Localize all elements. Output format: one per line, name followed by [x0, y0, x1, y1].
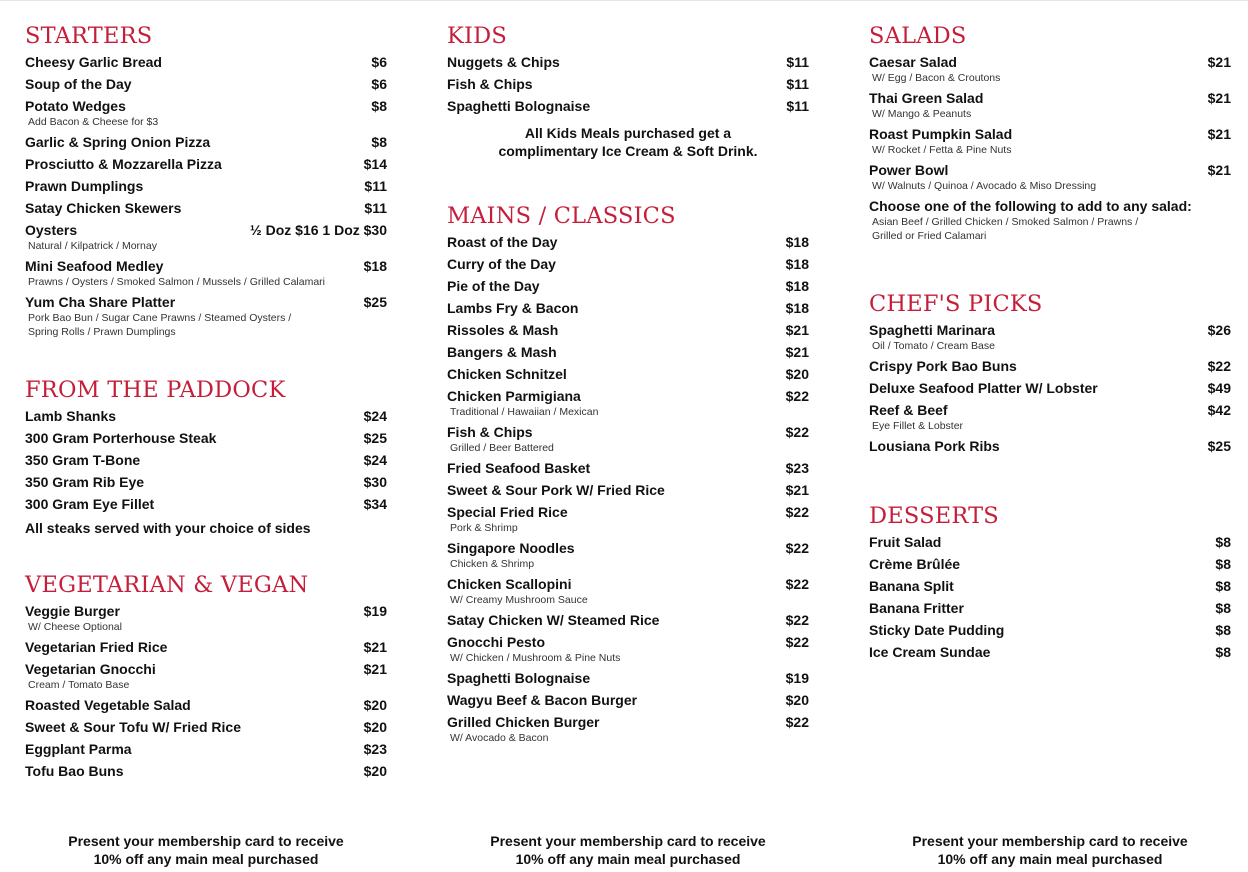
- menu-item-price: $22: [785, 424, 809, 440]
- menu-item: [869, 88, 1231, 124]
- menu-item-price: $21: [1207, 90, 1231, 106]
- menu-item-price: $21: [785, 482, 809, 498]
- menu-item-row: [25, 719, 387, 736]
- menu-item-row: [447, 504, 809, 521]
- menu-item-name: Crispy Pork Bao Buns: [869, 358, 1017, 374]
- menu-item: [25, 154, 387, 176]
- section-title: MAINS / CLASSICS: [447, 203, 676, 229]
- menu-item: [447, 342, 809, 364]
- menu-item-row: [447, 388, 809, 405]
- menu-item-name: Bangers & Mash: [447, 344, 557, 360]
- menu-section: [25, 376, 387, 537]
- menu-item-row: [25, 76, 387, 93]
- menu-item-name: Lambs Fry & Bacon: [447, 300, 579, 316]
- menu-item: [869, 436, 1231, 458]
- menu-item-description: Oil / Tomato / Cream Base: [872, 340, 995, 352]
- menu-item-price: $19: [785, 670, 809, 686]
- menu-item-description: W/ Rocket / Fetta & Pine Nuts: [872, 144, 1012, 156]
- section-note: All steaks served with your choice of sides: [25, 520, 311, 536]
- menu-item-row: [25, 408, 387, 425]
- menu-item-row: [869, 600, 1231, 617]
- menu-item-price: $21: [363, 661, 387, 677]
- menu-item: [25, 198, 387, 220]
- menu-item-row: [25, 54, 387, 71]
- menu-item-name: Power Bowl: [869, 162, 949, 178]
- menu-item-name: Garlic & Spring Onion Pizza: [25, 134, 211, 150]
- section-title: KIDS: [447, 23, 507, 49]
- menu-item-row: [25, 156, 387, 173]
- menu-item-price: $8: [1215, 534, 1231, 550]
- menu-item-name: Prosciutto & Mozzarella Pizza: [25, 156, 222, 172]
- menu-item-name: Fish & Chips: [447, 76, 533, 92]
- menu-item: [447, 276, 809, 298]
- menu-item-row: [25, 134, 387, 151]
- menu-item-price: $20: [363, 719, 387, 735]
- menu-item-name: Roast Pumpkin Salad: [869, 126, 1013, 142]
- menu-item-price: $18: [363, 258, 387, 274]
- menu-item-price: $14: [363, 156, 387, 172]
- menu-item-description: Natural / Kilpatrick / Mornay: [28, 240, 157, 252]
- menu-item: [447, 574, 809, 610]
- menu-item-name: 300 Gram Eye Fillet: [25, 496, 155, 512]
- menu-item-name: Special Fried Rice: [447, 504, 568, 520]
- menu-item-description: W/ Chicken / Mushroom & Pine Nuts: [450, 652, 621, 664]
- footer-line: 10% off any main meal purchased: [515, 851, 741, 867]
- menu-item-price: $22: [785, 634, 809, 650]
- menu-item-name: Reef & Beef: [869, 402, 948, 418]
- menu-item-name: Curry of the Day: [447, 256, 556, 272]
- kids-meal-note: All Kids Meals purchased get a complimentary Ice Cream & Soft Drink.: [498, 125, 758, 159]
- menu-item-name: Potato Wedges: [25, 98, 126, 114]
- menu-item: [447, 320, 809, 342]
- menu-item-name: Nuggets & Chips: [447, 54, 560, 70]
- menu-item-price: $18: [785, 278, 809, 294]
- menu-item-price: $20: [363, 697, 387, 713]
- menu-item: [869, 160, 1231, 196]
- menu-item: [869, 196, 1231, 246]
- menu-item: [447, 632, 809, 668]
- menu-item: [447, 232, 809, 254]
- top-divider: [0, 0, 1248, 1]
- menu-item: [25, 74, 387, 96]
- menu-item-row: [25, 258, 387, 275]
- menu-item-name: Spaghetti Marinara: [869, 322, 996, 338]
- menu-item: [869, 400, 1231, 436]
- menu-item: [25, 637, 387, 659]
- menu-item-price: $49: [1207, 380, 1231, 396]
- menu-item-price: $22: [785, 714, 809, 730]
- menu-item-price: $26: [1207, 322, 1231, 338]
- menu-item-price: $21: [1207, 54, 1231, 70]
- menu-item-description: W/ Creamy Mushroom Sauce: [450, 594, 588, 606]
- menu-item: [447, 458, 809, 480]
- menu-item: [25, 472, 387, 494]
- menu-item-description: Pork & Shrimp: [450, 522, 518, 534]
- footer-line: Present your membership card to receive: [68, 833, 344, 849]
- membership-footer-middle: [447, 832, 809, 868]
- menu-item-name: Deluxe Seafood Platter W/ Lobster: [869, 380, 1098, 396]
- menu-item-price: ½ Doz $16 1 Doz $30: [250, 222, 387, 238]
- menu-item: [25, 761, 387, 783]
- menu-item-row: [25, 294, 387, 311]
- menu-item-name: Chicken Schnitzel: [447, 366, 567, 382]
- menu-item-row: [25, 661, 387, 678]
- menu-item-row: [447, 482, 809, 499]
- menu-item: [869, 356, 1231, 378]
- menu-item-row: [25, 603, 387, 620]
- menu-item-row: [869, 54, 1231, 71]
- menu-section: [869, 22, 1231, 246]
- section-title: DESSERTS: [869, 503, 999, 529]
- menu-item-description: W/ Egg / Bacon & Croutons: [872, 72, 1001, 84]
- menu-item-row: [447, 424, 809, 441]
- menu-item-name: Oysters: [25, 222, 78, 238]
- menu-item-name: Vegetarian Gnocchi: [25, 661, 156, 677]
- menu-item-name: Cheesy Garlic Bread: [25, 54, 162, 70]
- menu-item: [25, 695, 387, 717]
- menu-item-name: Spaghetti Bolognaise: [447, 670, 591, 686]
- menu-item: [869, 642, 1231, 664]
- menu-item-row: [25, 741, 387, 758]
- menu-item-price: $22: [785, 388, 809, 404]
- menu-item: [25, 494, 387, 516]
- menu-item-row: [25, 639, 387, 656]
- menu-item: [869, 532, 1231, 554]
- menu-item-row: [869, 380, 1231, 397]
- menu-item: [447, 480, 809, 502]
- menu-item-name: Soup of the Day: [25, 76, 132, 92]
- menu-item-name: Gnocchi Pesto: [447, 634, 546, 650]
- menu-item-price: $22: [785, 504, 809, 520]
- menu-item-row: [869, 578, 1231, 595]
- menu-item-row: [25, 697, 387, 714]
- menu-item-price: $24: [363, 452, 387, 468]
- footer-line: Present your membership card to receive: [912, 833, 1188, 849]
- menu-item-name: Spaghetti Bolognaise: [447, 98, 591, 114]
- menu-item: [25, 176, 387, 198]
- menu-item: [869, 378, 1231, 400]
- menu-item-price: $11: [786, 98, 809, 114]
- menu-item-name: Crème Brûlée: [869, 556, 961, 572]
- menu-item-name: Eggplant Parma: [25, 741, 132, 757]
- menu-item-name: Roast of the Day: [447, 234, 558, 250]
- menu-item-name: Satay Chicken Skewers: [25, 200, 182, 216]
- menu-item-name: Fruit Salad: [869, 534, 942, 550]
- menu-item-row: [869, 644, 1231, 661]
- menu-item-description: Traditional / Hawaiian / Mexican: [450, 406, 599, 418]
- menu-item: [25, 220, 387, 256]
- menu-item-row: [869, 534, 1231, 551]
- menu-item-description: W/ Mango & Peanuts: [872, 108, 972, 120]
- menu-item-price: $22: [785, 576, 809, 592]
- menu-item-row: [447, 234, 809, 251]
- menu-item-price: $11: [786, 54, 809, 70]
- menu-item-row: [869, 402, 1231, 419]
- menu-item-description: Eye Fillet & Lobster: [872, 420, 964, 432]
- menu-item-price: $6: [371, 54, 387, 70]
- menu-item-row: [869, 198, 1231, 215]
- membership-footer-right: [869, 832, 1231, 868]
- menu-item: [869, 52, 1231, 88]
- menu-item-row: [447, 540, 809, 557]
- menu-item-price: $20: [785, 692, 809, 708]
- menu-section: [447, 22, 809, 160]
- menu-item-price: $18: [785, 256, 809, 272]
- menu-item-name: Chicken Scallopini: [447, 576, 572, 592]
- menu-item-description: W/ Cheese Optional: [28, 621, 122, 633]
- membership-footer-left: [25, 832, 387, 868]
- menu-item: [447, 254, 809, 276]
- menu-item: [25, 659, 387, 695]
- menu-item-description: W/ Walnuts / Quinoa / Avocado & Miso Dressing: [872, 180, 1097, 192]
- menu-item: [25, 256, 387, 292]
- menu-item-price: $8: [371, 98, 387, 114]
- menu-item: [869, 620, 1231, 642]
- menu-item-price: $22: [785, 540, 809, 556]
- menu-item: [447, 422, 809, 458]
- menu-column-middle: [447, 22, 809, 748]
- section-title: FROM THE PADDOCK: [25, 377, 286, 403]
- menu-item-name: Singapore Noodles: [447, 540, 575, 556]
- menu-item-price: $8: [1215, 600, 1231, 616]
- menu-item: [447, 690, 809, 712]
- menu-item-price: $21: [1207, 162, 1231, 178]
- menu-item: [447, 364, 809, 386]
- menu-item-price: $21: [785, 344, 809, 360]
- menu-item: [869, 124, 1231, 160]
- menu-item-description: Chicken & Shrimp: [450, 558, 535, 570]
- section-title: SALADS: [869, 23, 967, 49]
- menu-item: [869, 576, 1231, 598]
- menu-item: [447, 502, 809, 538]
- menu-item-row: [447, 612, 809, 629]
- menu-item-row: [869, 438, 1231, 455]
- section-title: CHEF'S PICKS: [869, 291, 1043, 317]
- menu-item-description: Prawns / Oysters / Smoked Salmon / Mussels / Grilled Calamari: [28, 276, 326, 288]
- menu-item-price: $23: [785, 460, 809, 476]
- menu-item: [25, 601, 387, 637]
- section-title: VEGETARIAN & VEGAN: [25, 572, 309, 598]
- menu-item-name: 300 Gram Porterhouse Steak: [25, 430, 217, 446]
- menu-item-row: [869, 556, 1231, 573]
- menu-item-name: Vegetarian Fried Rice: [25, 639, 168, 655]
- menu-item-row: [25, 222, 387, 239]
- menu-item: [25, 450, 387, 472]
- menu-item-name: Rissoles & Mash: [447, 322, 559, 338]
- section-title: STARTERS: [25, 23, 153, 49]
- menu-item-name: Fried Seafood Basket: [447, 460, 591, 476]
- menu-item: [25, 717, 387, 739]
- menu-item-price: $25: [363, 294, 387, 310]
- menu-item: [25, 96, 387, 132]
- menu-item-row: [447, 634, 809, 651]
- menu-item-name: Yum Cha Share Platter: [25, 294, 176, 310]
- menu-item-name: Satay Chicken W/ Steamed Rice: [447, 612, 660, 628]
- menu-item-price: $11: [364, 178, 387, 194]
- menu-item-row: [869, 162, 1231, 179]
- menu-item-name: Roasted Vegetable Salad: [25, 697, 191, 713]
- menu-item-price: $11: [786, 76, 809, 92]
- menu-item: [447, 96, 809, 118]
- menu-item: [447, 386, 809, 422]
- menu-section: [869, 290, 1231, 458]
- menu-item-name: Choose one of the following to add to any salad:: [869, 198, 1192, 214]
- menu-item-row: [447, 278, 809, 295]
- menu-item-row: [25, 430, 387, 447]
- menu-item-price: $23: [363, 741, 387, 757]
- menu-item: [447, 712, 809, 748]
- menu-item-name: 350 Gram T-Bone: [25, 452, 141, 468]
- menu-item-name: Lousiana Pork Ribs: [869, 438, 1000, 454]
- menu-item-description: W/ Avocado & Bacon: [450, 732, 549, 744]
- menu-item-price: $20: [363, 763, 387, 779]
- menu-item-row: [447, 322, 809, 339]
- menu-item-price: $21: [785, 322, 809, 338]
- menu-item-name: Sweet & Sour Pork W/ Fried Rice: [447, 482, 665, 498]
- menu-item: [447, 52, 809, 74]
- menu-item-price: $19: [363, 603, 387, 619]
- menu-item-name: Sticky Date Pudding: [869, 622, 1005, 638]
- menu-item-name: Fish & Chips: [447, 424, 533, 440]
- menu-item: [25, 428, 387, 450]
- menu-item: [25, 52, 387, 74]
- menu-item-price: $30: [363, 474, 387, 490]
- menu-column-left: [25, 22, 387, 783]
- menu-item-name: Ice Cream Sundae: [869, 644, 991, 660]
- menu-item-price: $20: [785, 366, 809, 382]
- menu-item-row: [869, 322, 1231, 339]
- footer-line: Present your membership card to receive: [490, 833, 766, 849]
- menu-item-row: [25, 496, 387, 513]
- menu-item-price: $11: [364, 200, 387, 216]
- menu-item-name: Prawn Dumplings: [25, 178, 144, 194]
- footer-line: 10% off any main meal purchased: [93, 851, 319, 867]
- menu-item: [869, 554, 1231, 576]
- menu-item-price: $8: [1215, 644, 1231, 660]
- menu-item-row: [869, 622, 1231, 639]
- menu-item-description: Grilled / Beer Battered: [450, 442, 554, 454]
- menu-item-row: [447, 300, 809, 317]
- menu-item-row: [447, 98, 809, 115]
- menu-item-name: Thai Green Salad: [869, 90, 984, 106]
- menu-item: [25, 132, 387, 154]
- menu-item: [447, 668, 809, 690]
- menu-item-name: Wagyu Beef & Bacon Burger: [447, 692, 638, 708]
- menu-item-row: [869, 126, 1231, 143]
- menu-item-name: Grilled Chicken Burger: [447, 714, 600, 730]
- menu-item-name: Caesar Salad: [869, 54, 957, 70]
- menu-item-row: [447, 54, 809, 71]
- menu-item: [25, 292, 387, 342]
- menu-item-price: $21: [363, 639, 387, 655]
- menu-section: [25, 22, 387, 342]
- menu-item-row: [447, 692, 809, 709]
- menu-item: [869, 598, 1231, 620]
- menu-item-name: Lamb Shanks: [25, 408, 117, 424]
- menu-item-name: Mini Seafood Medley: [25, 258, 164, 274]
- menu-item-name: Pie of the Day: [447, 278, 540, 294]
- menu-item-price: $25: [1207, 438, 1231, 454]
- menu-item-row: [25, 452, 387, 469]
- menu-item-row: [447, 670, 809, 687]
- menu-item-name: 350 Gram Rib Eye: [25, 474, 145, 490]
- menu-item-name: Sweet & Sour Tofu W/ Fried Rice: [25, 719, 241, 735]
- menu-item-price: $22: [785, 612, 809, 628]
- menu-item-price: $18: [785, 300, 809, 316]
- menu-item-description: Cream / Tomato Base: [28, 679, 130, 691]
- menu-item: [447, 538, 809, 574]
- menu-item-row: [447, 344, 809, 361]
- menu-item-name: Chicken Parmigiana: [447, 388, 581, 404]
- menu-item-price: $21: [1207, 126, 1231, 142]
- menu-item: [25, 406, 387, 428]
- menu-item-price: $8: [1215, 578, 1231, 594]
- menu-item-description: Add Bacon & Cheese for $3: [28, 116, 159, 128]
- menu-item-row: [869, 358, 1231, 375]
- menu-item-description: Asian Beef / Grilled Chicken / Smoked Salmon / Prawns / Grilled or Fried Calamari: [872, 216, 1139, 242]
- menu-item-price: $22: [1207, 358, 1231, 374]
- menu-item: [447, 74, 809, 96]
- menu-item-price: $18: [785, 234, 809, 250]
- menu-item-description: Pork Bao Bun / Sugar Cane Prawns / Steamed Oysters / Spring Rolls / Prawn Dumplings: [28, 312, 292, 338]
- menu-item-price: $34: [363, 496, 387, 512]
- menu-item-price: $25: [363, 430, 387, 446]
- menu-item-name: Tofu Bao Buns: [25, 763, 124, 779]
- menu-item-row: [447, 576, 809, 593]
- menu-section: [869, 502, 1231, 664]
- menu-item-row: [25, 178, 387, 195]
- menu-section: [447, 202, 809, 748]
- menu-item-price: $8: [1215, 622, 1231, 638]
- menu-item: [447, 610, 809, 632]
- menu-item-row: [25, 763, 387, 780]
- menu-item: [869, 320, 1231, 356]
- menu-item-name: Banana Split: [869, 578, 954, 594]
- menu-item-row: [25, 98, 387, 115]
- menu-item-row: [447, 460, 809, 477]
- menu-item-price: $24: [363, 408, 387, 424]
- menu-item: [25, 739, 387, 761]
- menu-column-right: [869, 22, 1231, 664]
- menu-item-row: [447, 76, 809, 93]
- menu-item-name: Banana Fritter: [869, 600, 964, 616]
- menu-item-name: Veggie Burger: [25, 603, 120, 619]
- menu-item-row: [447, 256, 809, 273]
- menu-item-row: [869, 90, 1231, 107]
- menu-item-row: [447, 366, 809, 383]
- menu-item-row: [25, 200, 387, 217]
- menu-item-price: $8: [371, 134, 387, 150]
- menu-item-price: $6: [371, 76, 387, 92]
- menu-item-price: $8: [1215, 556, 1231, 572]
- menu-item-row: [447, 714, 809, 731]
- footer-line: 10% off any main meal purchased: [937, 851, 1163, 867]
- menu-item-price: $42: [1207, 402, 1231, 418]
- menu-item-row: [25, 474, 387, 491]
- menu-section: [25, 571, 387, 783]
- menu-item: [447, 298, 809, 320]
